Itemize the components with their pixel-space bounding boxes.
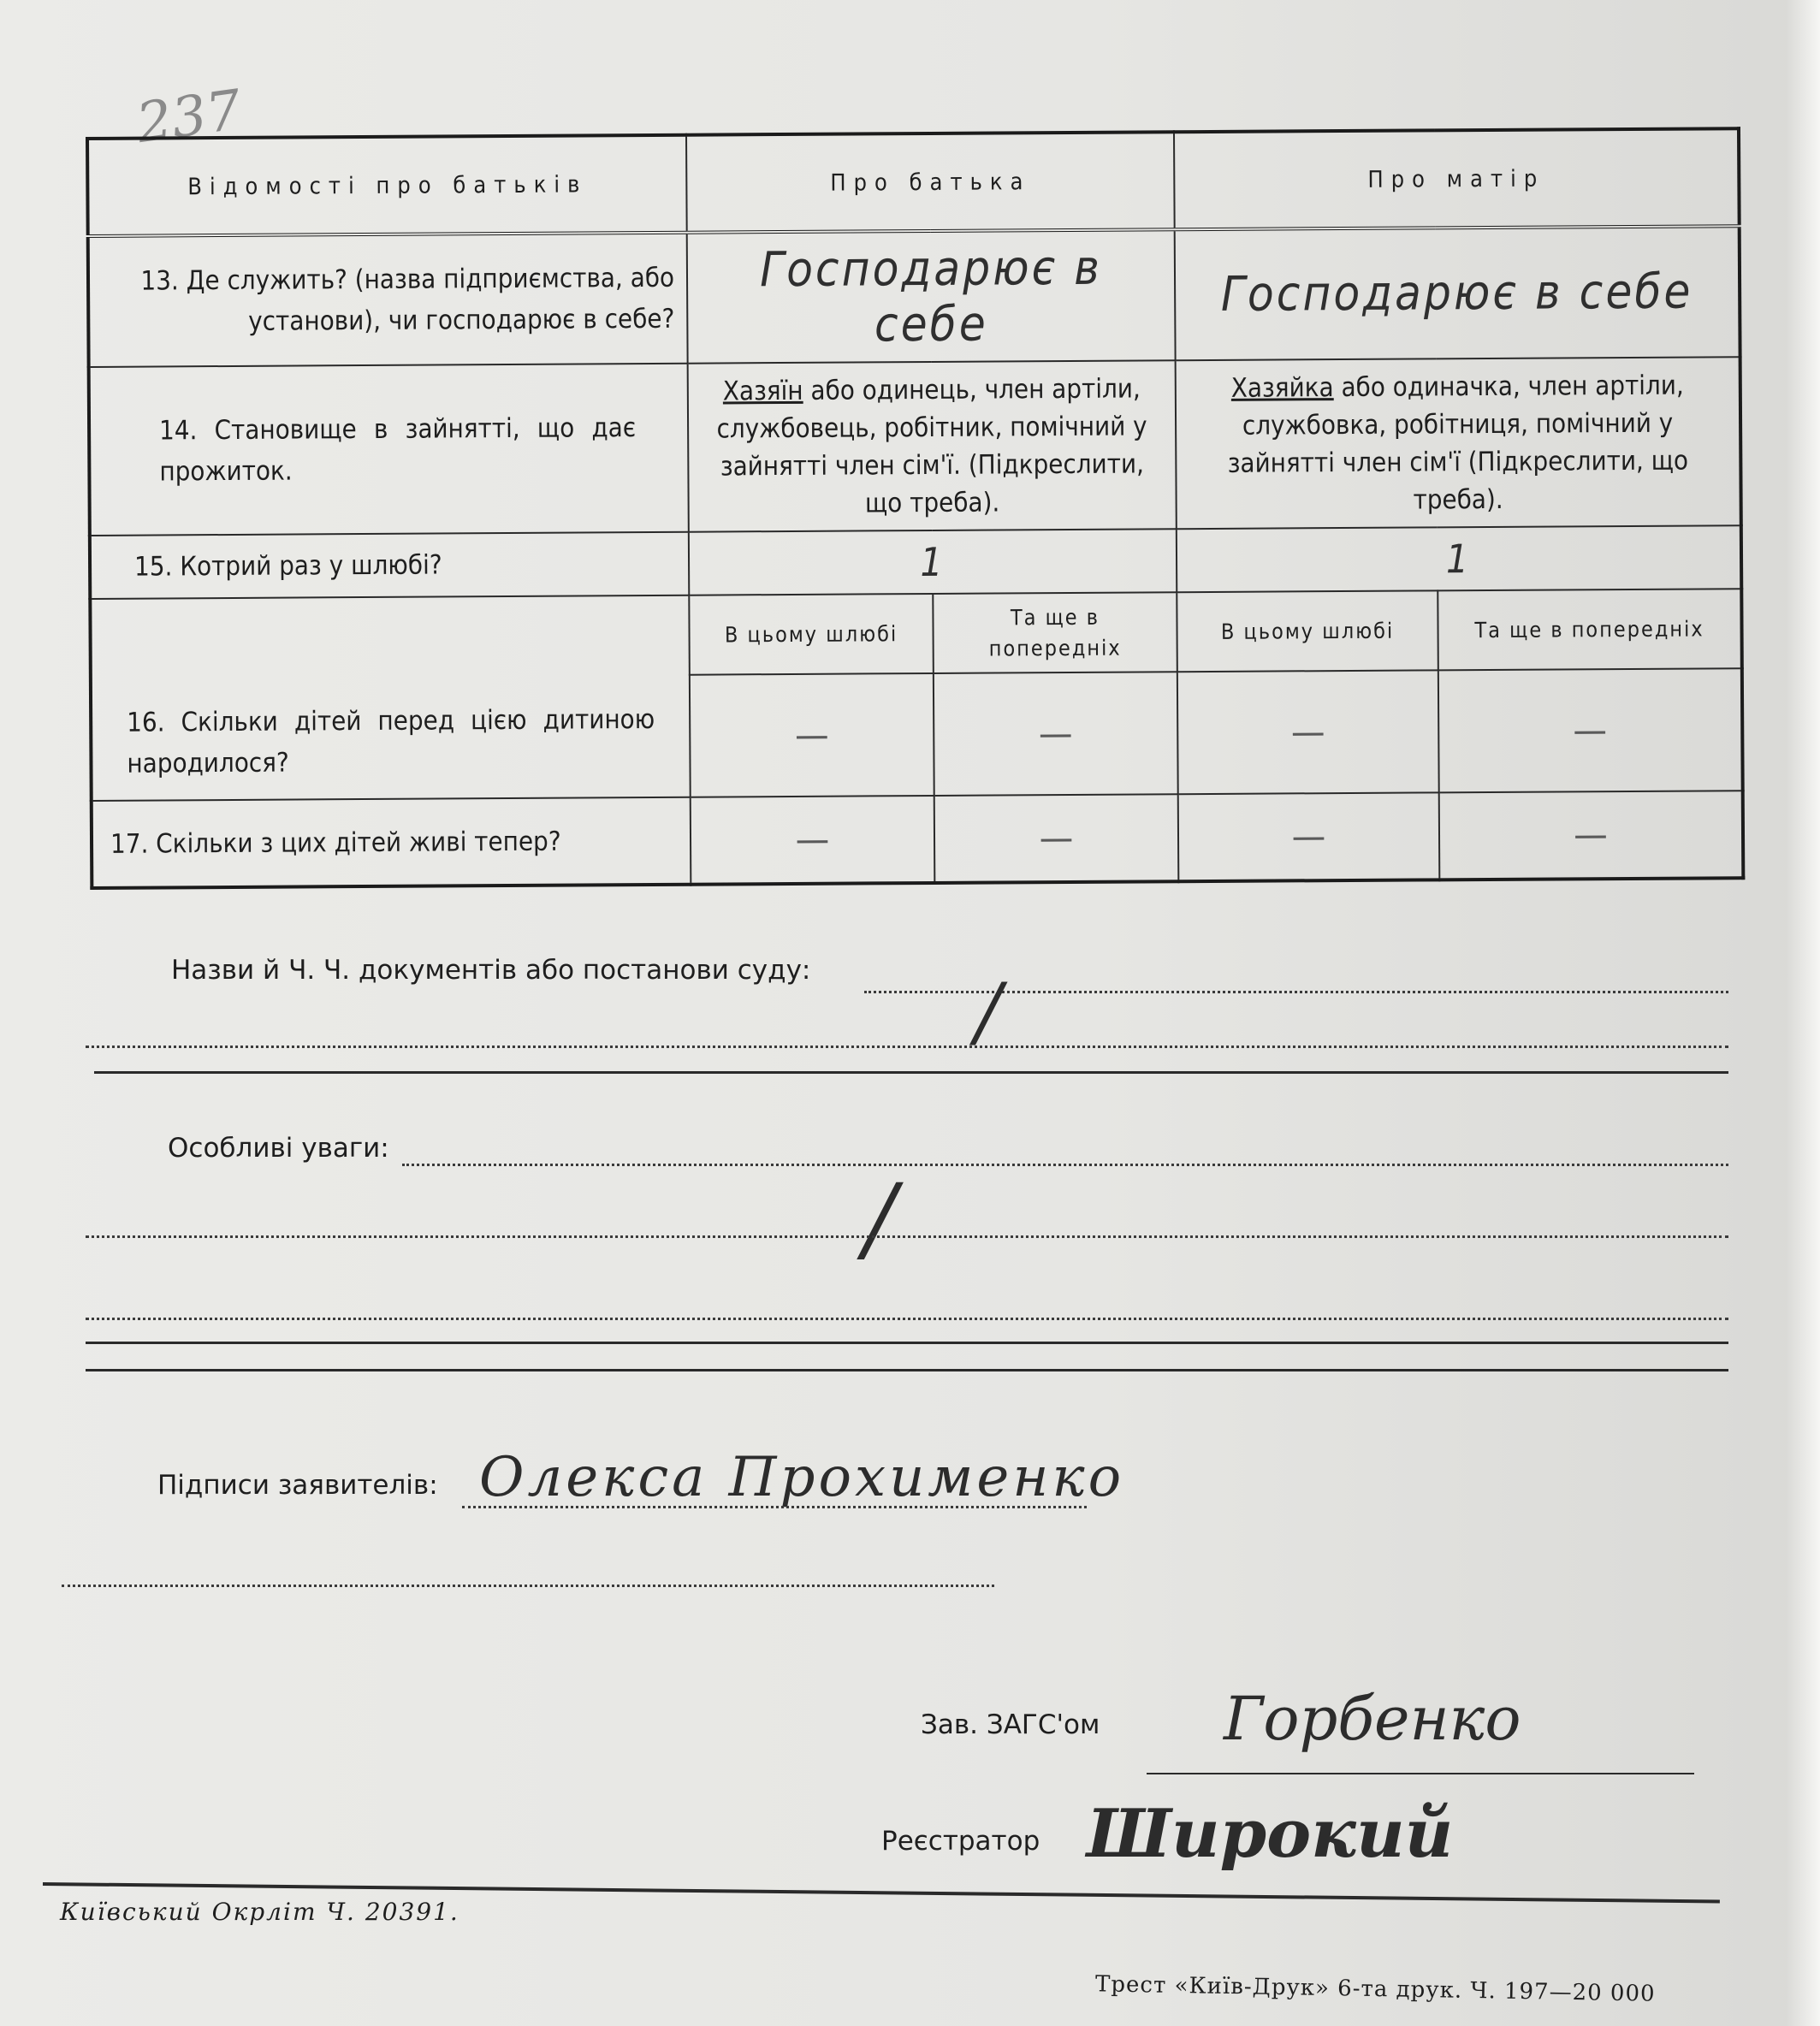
q14-mother-underlined: Хазяйка [1230, 371, 1334, 404]
archive-number: 237 [133, 78, 246, 157]
subheader-father-previous: Та ще в попередніх [933, 592, 1177, 673]
applicants-signature-line-2 [62, 1585, 994, 1587]
q14-father-underlined: Хазяїн [722, 375, 803, 407]
zags-head-row [921, 1709, 1100, 1740]
q16-father-previous: — [934, 672, 1178, 796]
header-father: Про батька [686, 132, 1175, 233]
q14-label [89, 364, 689, 536]
q14-father-rest: або одинець, член артіли, службовець, робітник, помічний у зайнятті член сім'ї. (Підкреслити, що треба). [716, 373, 1147, 519]
remarks-label: Особливі уваги: [168, 1133, 389, 1164]
q13-mother-answer: Господарює в себе [1175, 226, 1740, 360]
footer-printer-left: Київський Окрліт Ч. 20391. [60, 1898, 459, 1926]
documents-line-3 [94, 1071, 1728, 1074]
q17-mother-previous: — [1439, 791, 1744, 880]
documents-row [171, 955, 810, 986]
q16-mother-previous: — [1438, 669, 1743, 793]
registrar-label: Реєстратор [881, 1826, 1040, 1857]
q16-father-this: — [690, 673, 934, 797]
q17-father-previous: — [934, 794, 1179, 883]
q14-label-text: 14. Становище в зайнятті, що дає прожиток. [158, 412, 637, 488]
q16-label-text: 16. Скільки дітей перед цією дитиною народилося? [127, 703, 655, 779]
q14-mother-rest: або одиначка, член артіли, службовка, робітниця, помічний у зайнятті член сім'ї (Підкреслити, що треба). [1227, 370, 1689, 516]
q17-father-this: — [691, 796, 935, 885]
q13-father-answer: Господарює в себе [687, 229, 1176, 363]
remarks-value: / [864, 1164, 897, 1273]
subheader-mother-this-marriage: В цьому шлюбі [1177, 590, 1438, 672]
footer-printer-right: Трест «Київ-Друк» 6-та друк. Ч. 197—20 000 [1094, 1971, 1656, 2007]
documents-value: / [975, 967, 1002, 1057]
registrar-signature: Широкий [1087, 1795, 1454, 1873]
q15-label: 15. Котрий раз у шлюбі? [90, 532, 689, 599]
q15-mother-answer: 1 [1177, 526, 1741, 592]
subheader-mother-previous: Та ще в попередніх [1438, 589, 1742, 671]
q14-father-options [688, 360, 1177, 532]
paper-edge [1786, 0, 1820, 2026]
q15-father-answer: 1 [689, 530, 1177, 595]
subheader-father-this-marriage: В цьому шлюбі [689, 594, 934, 675]
remarks-line-4 [86, 1342, 1728, 1344]
applicants-signature-line-1 [462, 1506, 1087, 1508]
applicants-signature: Олекса Прохименко [479, 1446, 1125, 1509]
applicants-signature-row [157, 1470, 438, 1501]
header-mother: Про матір [1174, 128, 1740, 229]
documents-line-2 [86, 1046, 1728, 1048]
zags-head-label: Зав. ЗАГС'ом [921, 1709, 1100, 1740]
registrar-row [881, 1826, 1040, 1857]
remarks-line-3 [86, 1318, 1728, 1320]
remarks-line-5 [86, 1369, 1728, 1371]
q14-mother-options [1176, 357, 1741, 530]
remarks-row [168, 1133, 389, 1164]
remarks-line-1 [402, 1164, 1728, 1166]
zags-head-line [1147, 1773, 1694, 1774]
documents-label: Назви й Ч. Ч. документів або постанови суду: [171, 955, 811, 986]
q17-mother-this: — [1178, 792, 1440, 881]
header-parents-info: Відомості про батьків [87, 135, 687, 236]
applicants-signature-label: Підписи заявителів: [157, 1470, 438, 1501]
q16-mother-this: — [1177, 671, 1439, 794]
q13-label: 13. Де служить? (назва підприємства, або установи), чи господарює в себе? [88, 233, 688, 367]
q16-label [90, 595, 690, 801]
q17-label: 17. Скільки з цих дітей живі тепер? [92, 797, 691, 888]
remarks-line-2 [86, 1235, 1728, 1238]
zags-head-signature: Горбенко [1224, 1684, 1521, 1754]
parents-info-table [86, 127, 1745, 890]
